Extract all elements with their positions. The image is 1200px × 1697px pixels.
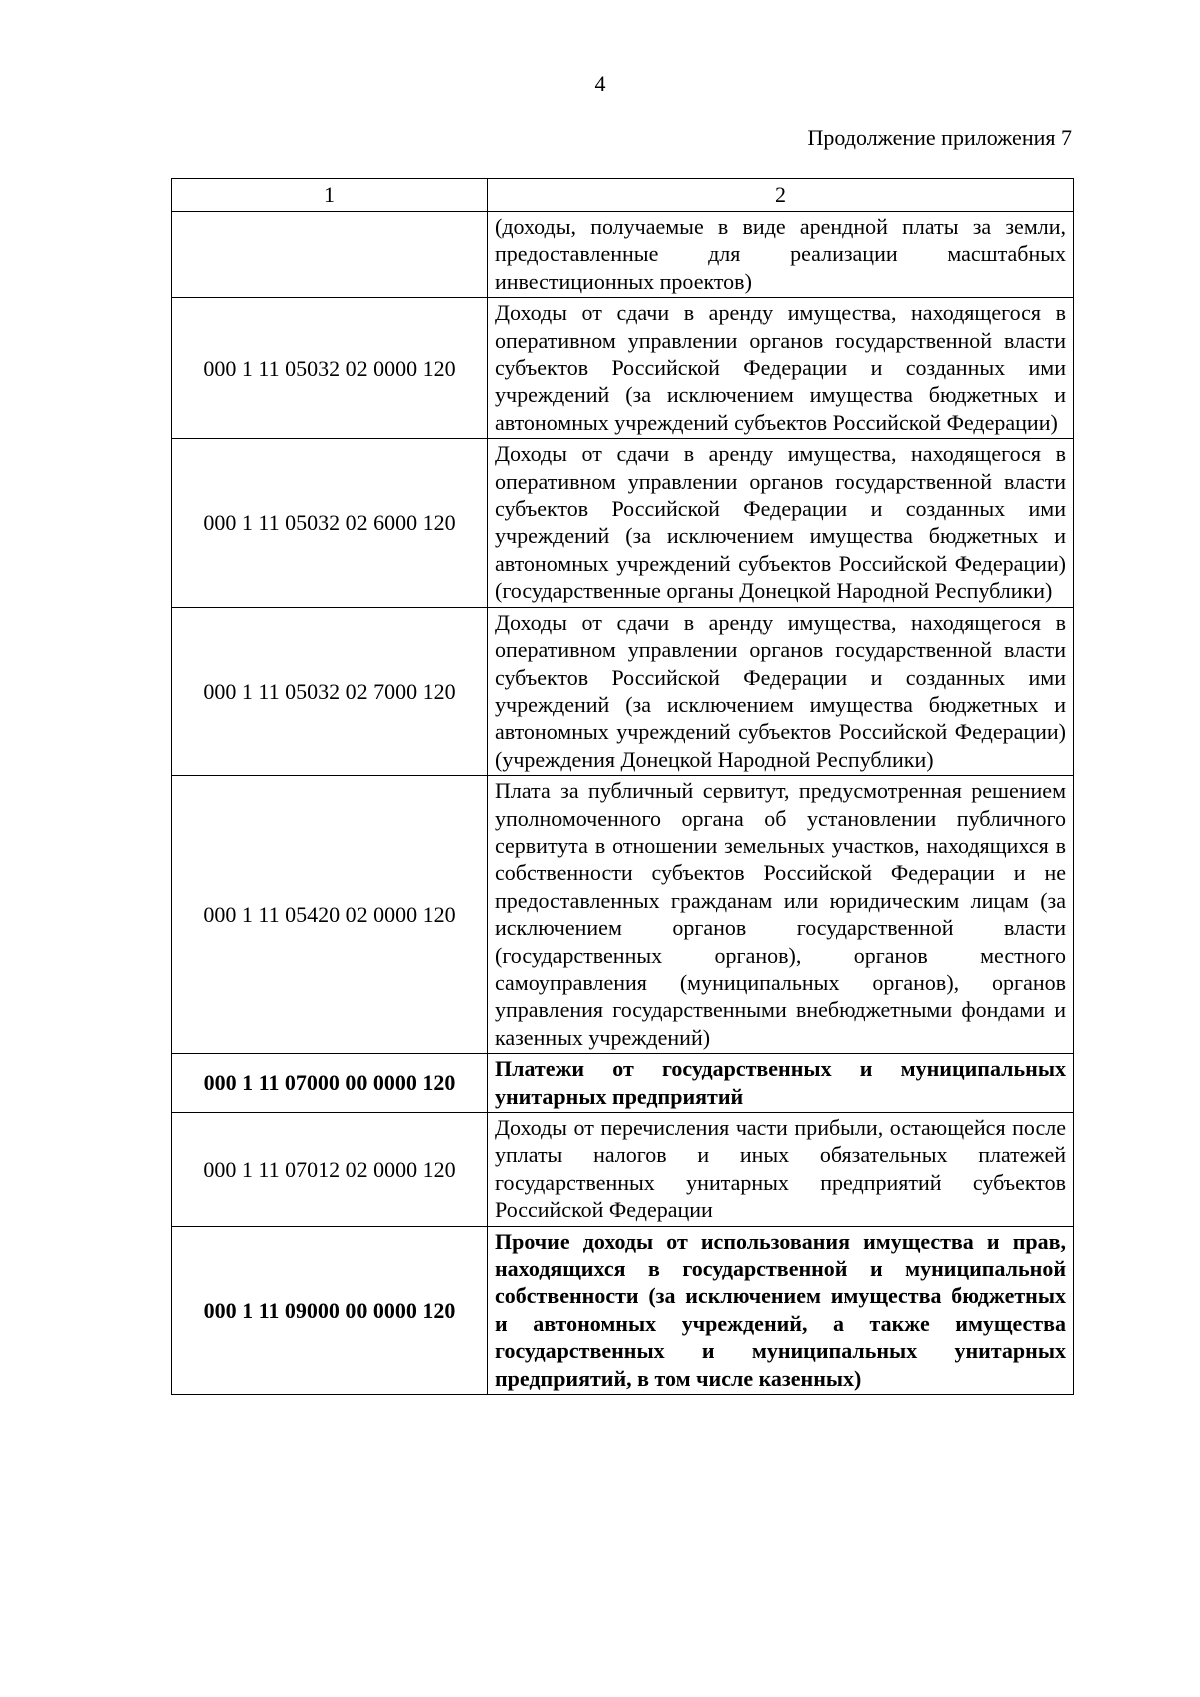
row-code: 000 1 11 05032 02 0000 120 bbox=[172, 298, 488, 439]
row-description: Прочие доходы от использования имущества и прав, находящихся в государственной и муниципальной собственности (за исключением имущества бюджетных и автономных учреждений, а также имущества государственных и муниципальных унитарных предприятий, в том числе казенных) bbox=[488, 1226, 1074, 1394]
column-header-description: 2 bbox=[488, 179, 1074, 212]
row-description: Доходы от сдачи в аренду имущества, находящегося в оперативном управлении органов государственной власти субъектов Российской Федерации и созданных ими учреждений (за исключением имущества бюджетных и автономных учреждений субъектов Российской Федерации) (учреждения Донецкой Народной Республики) bbox=[488, 607, 1074, 775]
table-row bbox=[172, 776, 1074, 1054]
row-code bbox=[172, 212, 488, 298]
appendix-continuation-label: Продолжение приложения 7 bbox=[807, 125, 1072, 150]
table-row-section bbox=[172, 1054, 1074, 1113]
row-code: 000 1 11 05032 02 7000 120 bbox=[172, 607, 488, 775]
row-description: (доходы, получаемые в виде арендной платы за земли, предоставленные для реализации масштабных инвестиционных проектов) bbox=[488, 212, 1074, 298]
column-header-code: 1 bbox=[172, 179, 488, 212]
table-row bbox=[172, 212, 1074, 298]
row-code: 000 1 11 07000 00 0000 120 bbox=[172, 1054, 488, 1113]
table-row bbox=[172, 298, 1074, 439]
row-description: Доходы от сдачи в аренду имущества, находящегося в оперативном управлении органов государственной власти субъектов Российской Федерации и созданных ими учреждений (за исключением имущества бюджетных и автономных учреждений субъектов Российской Федерации) bbox=[488, 298, 1074, 439]
table-row-section bbox=[172, 1226, 1074, 1394]
row-description: Платежи от государственных и муниципальных унитарных предприятий bbox=[488, 1054, 1074, 1113]
row-description: Плата за публичный сервитут, предусмотренная решением уполномоченного органа об установлении публичного сервитута в отношении земельных участков, находящихся в собственности субъектов Российской Федерации и не предоставленных гражданам или юридическим лицам (за исключением органов государственной власти (государственных органов), органов местного самоуправления (муниципальных органов), органов управления государственными внебюджетными фондами и казенных учреждений) bbox=[488, 776, 1074, 1054]
row-code: 000 1 11 07012 02 0000 120 bbox=[172, 1113, 488, 1227]
row-description: Доходы от сдачи в аренду имущества, находящегося в оперативном управлении органов государственной власти субъектов Российской Федерации и созданных ими учреждений (за исключением имущества бюджетных и автономных учреждений субъектов Российской Федерации) (государственные органы Донецкой Народной Республики) bbox=[488, 439, 1074, 607]
row-description: Доходы от перечисления части прибыли, остающейся после уплаты налогов и иных обязательных платежей государственных унитарных предприятий субъектов Российской Федерации bbox=[488, 1113, 1074, 1227]
table-header-row bbox=[172, 179, 1074, 212]
row-code: 000 1 11 05420 02 0000 120 bbox=[172, 776, 488, 1054]
income-codes-table bbox=[171, 178, 1074, 1395]
row-code: 000 1 11 09000 00 0000 120 bbox=[172, 1226, 488, 1394]
table-row bbox=[172, 439, 1074, 607]
table-row bbox=[172, 1113, 1074, 1227]
table-row bbox=[172, 607, 1074, 775]
page-number: 4 bbox=[594, 71, 606, 96]
row-code: 000 1 11 05032 02 6000 120 bbox=[172, 439, 488, 607]
